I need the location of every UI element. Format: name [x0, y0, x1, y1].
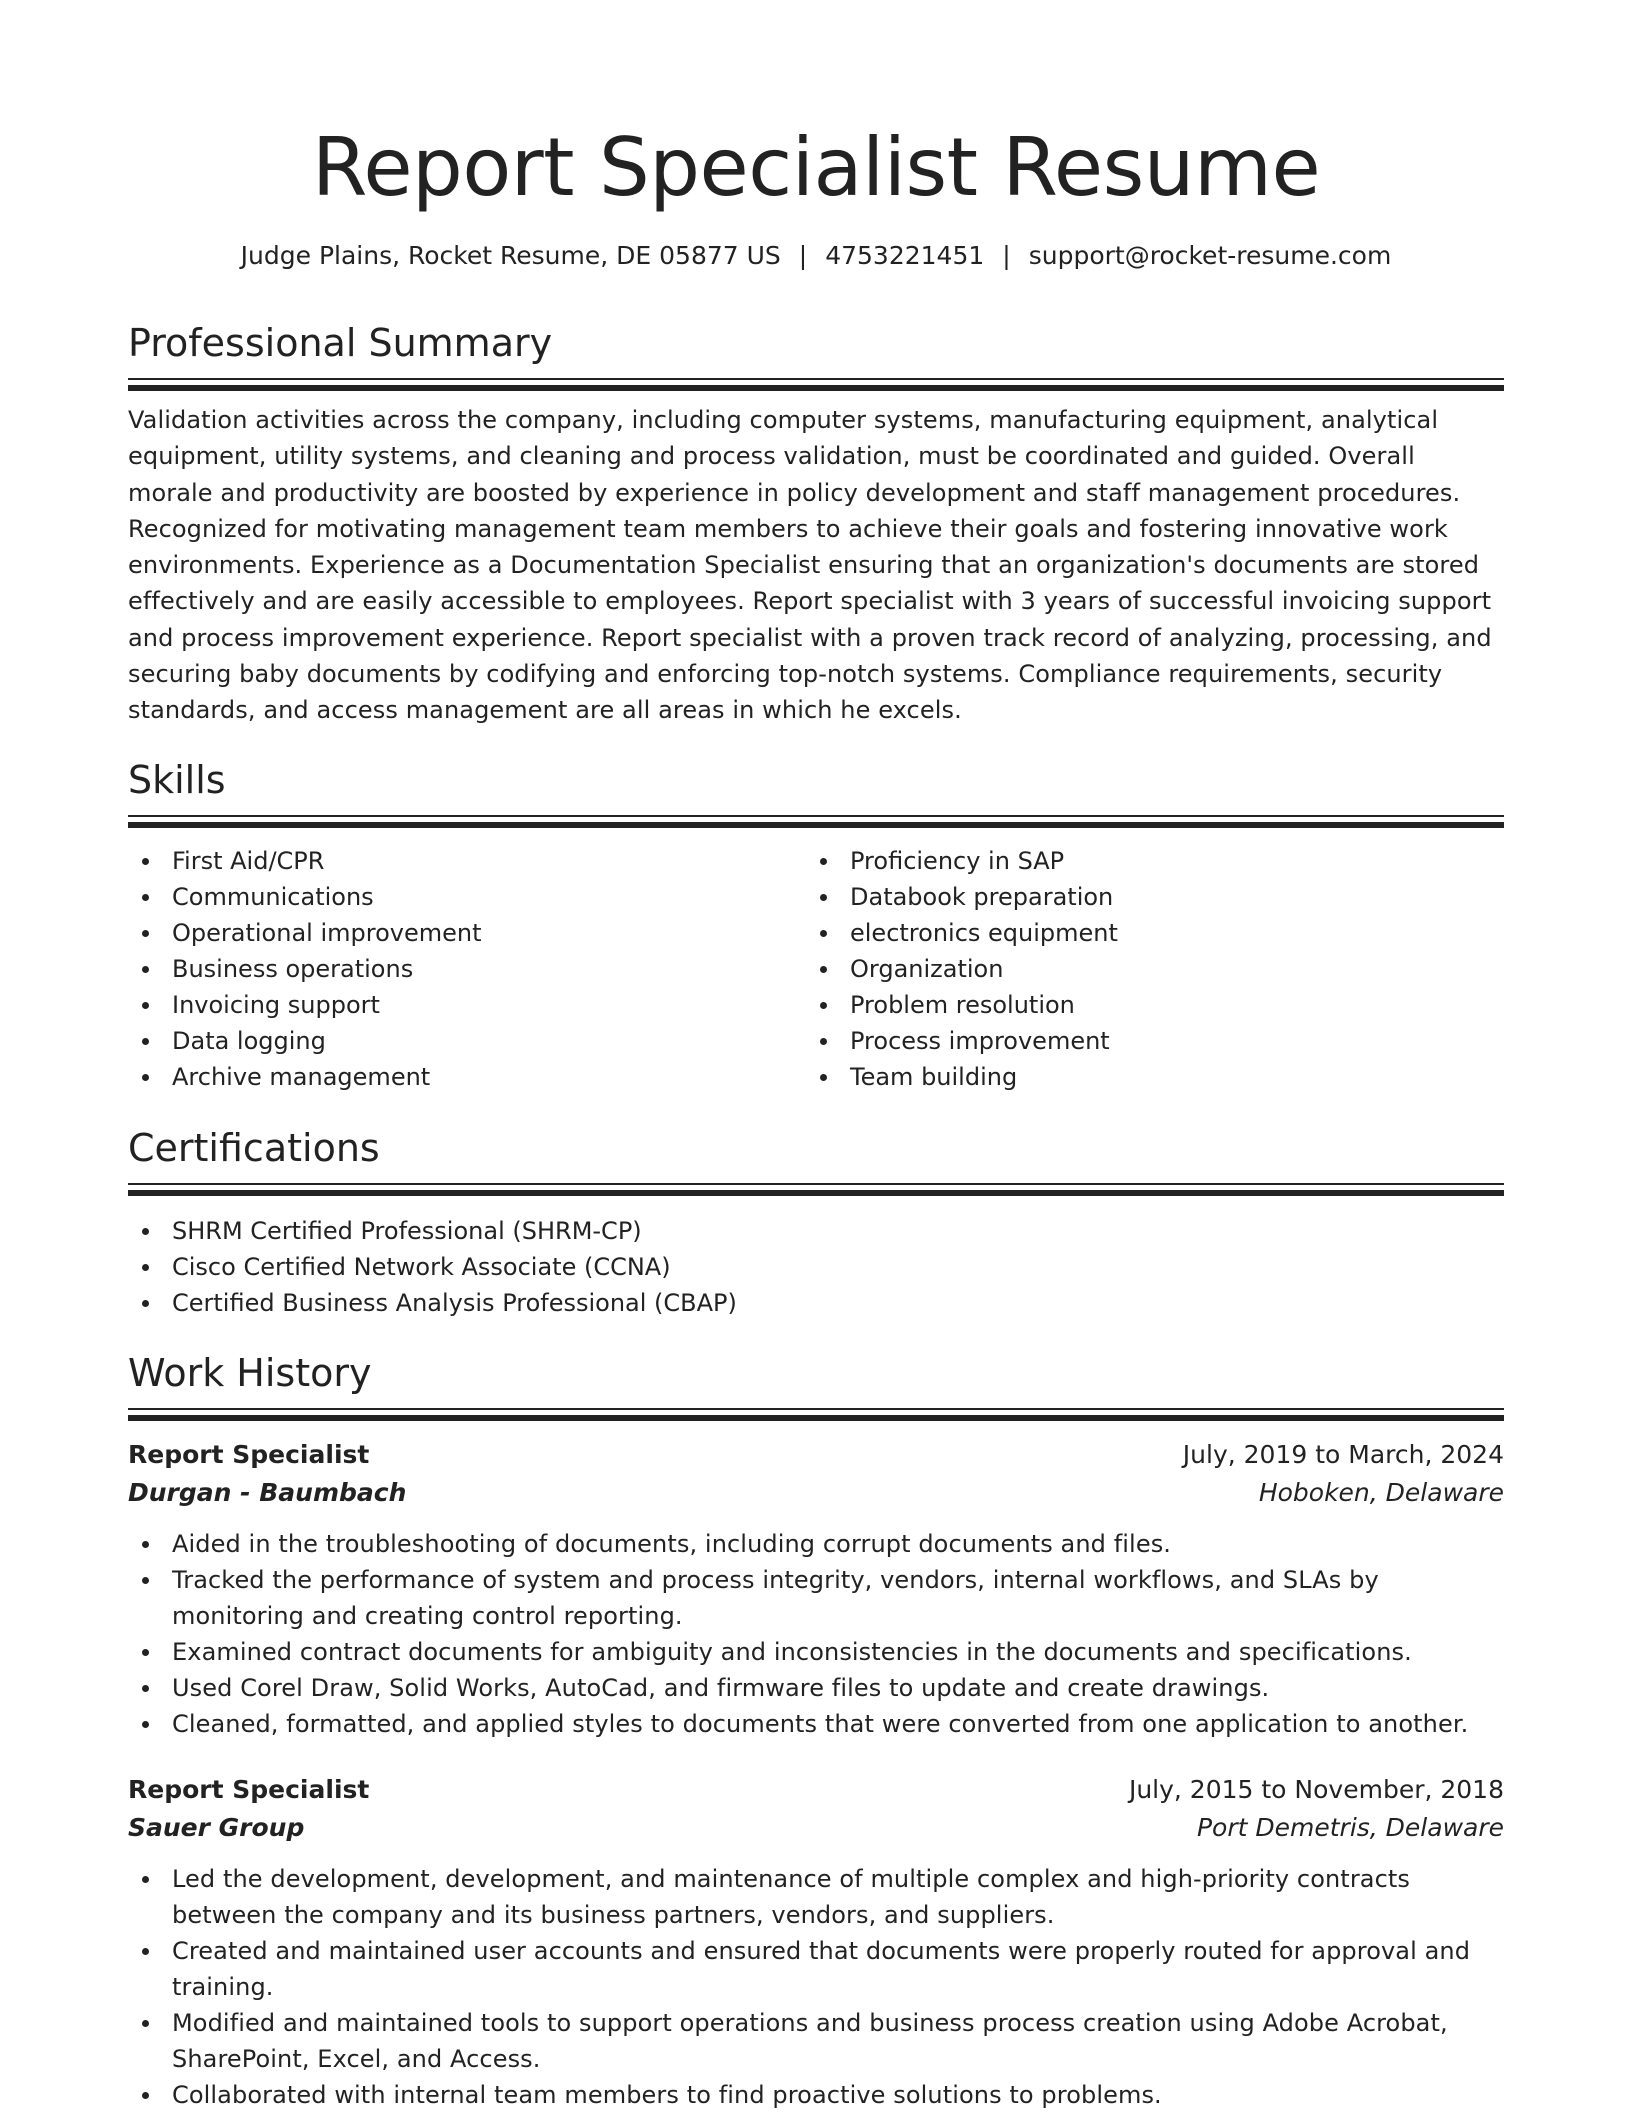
- skill-item: Invoicing support: [128, 987, 806, 1023]
- job-bullet: Aided in the troubleshooting of documents, including corrupt documents and files.: [128, 1526, 1504, 1562]
- skill-item: Communications: [128, 879, 806, 915]
- contact-phone: 4753221451: [825, 241, 985, 270]
- job-header-row: [128, 1771, 1504, 1809]
- summary-heading: Professional Summary: [128, 321, 553, 365]
- job-bullet: Modified and maintained tools to support operations and business process creation using Adobe Acrobat, SharePoint, Excel, and Access.: [128, 2005, 1504, 2077]
- skill-item: Databook preparation: [806, 879, 1504, 915]
- job-company: Sauer Group: [128, 1813, 305, 1842]
- skill-item: Operational improvement: [128, 915, 806, 951]
- section-divider: [128, 815, 1504, 829]
- skill-item: Organization: [806, 951, 1504, 987]
- job-title: Report Specialist: [128, 1775, 370, 1804]
- contact-separator: |: [1002, 241, 1011, 270]
- job-company-row: [128, 1809, 1504, 1847]
- certifications-section: [128, 1123, 1504, 1321]
- job-location: Hoboken, Delaware: [1258, 1478, 1504, 1507]
- job-bullets: [128, 1861, 1504, 2113]
- work-history-heading: Work History: [128, 1351, 372, 1395]
- contact-line: [0, 238, 1632, 274]
- skill-item: Archive management: [128, 1059, 806, 1095]
- contact-email: support@rocket-resume.com: [1028, 241, 1392, 270]
- section-divider: [128, 1408, 1504, 1422]
- summary-section: [128, 318, 1504, 729]
- job-location: Port Demetris, Delaware: [1196, 1813, 1504, 1842]
- skills-list-right: [806, 843, 1504, 1095]
- job-dates: July, 2019 to March, 2024: [1182, 1440, 1504, 1469]
- skill-item: Problem resolution: [806, 987, 1504, 1023]
- certification-item: Cisco Certified Network Associate (CCNA): [128, 1249, 1504, 1285]
- certifications-heading: Certifications: [128, 1126, 380, 1170]
- job-header-row: [128, 1436, 1504, 1474]
- skill-item: Data logging: [128, 1023, 806, 1059]
- skills-grid: [128, 843, 1504, 1095]
- skill-item: Team building: [806, 1059, 1504, 1095]
- job-bullet: Tracked the performance of system and process integrity, vendors, internal workflows, and SLAs by monitoring and creating control reporting.: [128, 1562, 1504, 1634]
- certification-item: SHRM Certified Professional (SHRM-CP): [128, 1213, 1504, 1249]
- skill-item: Process improvement: [806, 1023, 1504, 1059]
- job-dates: July, 2015 to November, 2018: [1128, 1775, 1504, 1804]
- contact-address: Judge Plains, Rocket Resume, DE 05877 US: [240, 241, 781, 270]
- job-bullet: Created and maintained user accounts and ensured that documents were properly routed for approval and training.: [128, 1933, 1504, 2005]
- skill-item: Proficiency in SAP: [806, 843, 1504, 879]
- job-company-row: [128, 1474, 1504, 1512]
- skill-item: Business operations: [128, 951, 806, 987]
- job-bullet: Collaborated with internal team members to find proactive solutions to problems.: [128, 2077, 1504, 2113]
- job-bullet: Examined contract documents for ambiguity and inconsistencies in the documents and specifications.: [128, 1634, 1504, 1670]
- skill-item: electronics equipment: [806, 915, 1504, 951]
- page-title: Report Specialist Resume: [311, 121, 1321, 214]
- job-title: Report Specialist: [128, 1440, 370, 1469]
- skill-item: First Aid/CPR: [128, 843, 806, 879]
- job-bullets: [128, 1526, 1504, 1742]
- job-bullet: Cleaned, formatted, and applied styles to documents that were converted from one application to another.: [128, 1706, 1504, 1742]
- certification-item: Certified Business Analysis Professional (CBAP): [128, 1285, 1504, 1321]
- skills-list-left: [128, 843, 806, 1095]
- certifications-list: [128, 1213, 1504, 1321]
- summary-text: Validation activities across the company, including computer systems, manufacturing equipment, analytical equipment, utility systems, and cleaning and process validation, must be coordinated and guided. Overall morale and productivity are boosted by experience in policy development and staff management procedures. Recognized for motivating management team members to achieve their goals and fostering innovative work environments. Experience as a Documentation Specialist ensuring that an organization's documents are stored effectively and are easily accessible to employees. Report specialist with 3 years of successful invoicing support and process improvement experience. Report specialist with a proven track record of analyzing, processing, and securing baby documents by codifying and enforcing top-notch systems. Compliance requirements, security standards, and access management are all areas in which he excels.: [128, 406, 1492, 725]
- work-history-section: [128, 1348, 1504, 2113]
- job-bullet: Used Corel Draw, Solid Works, AutoCad, and firmware files to update and create drawings.: [128, 1670, 1504, 1706]
- job-bullet: Led the development, development, and maintenance of multiple complex and high-priority contracts between the company and its business partners, vendors, and suppliers.: [128, 1861, 1504, 1933]
- section-divider: [128, 1183, 1504, 1197]
- skills-heading: Skills: [128, 758, 226, 802]
- job-company: Durgan - Baumbach: [128, 1478, 407, 1507]
- skills-section: [128, 755, 1504, 1095]
- job-entry: [128, 1771, 1504, 2113]
- section-divider: [128, 378, 1504, 392]
- contact-separator: |: [798, 241, 808, 270]
- job-entry: [128, 1436, 1504, 1742]
